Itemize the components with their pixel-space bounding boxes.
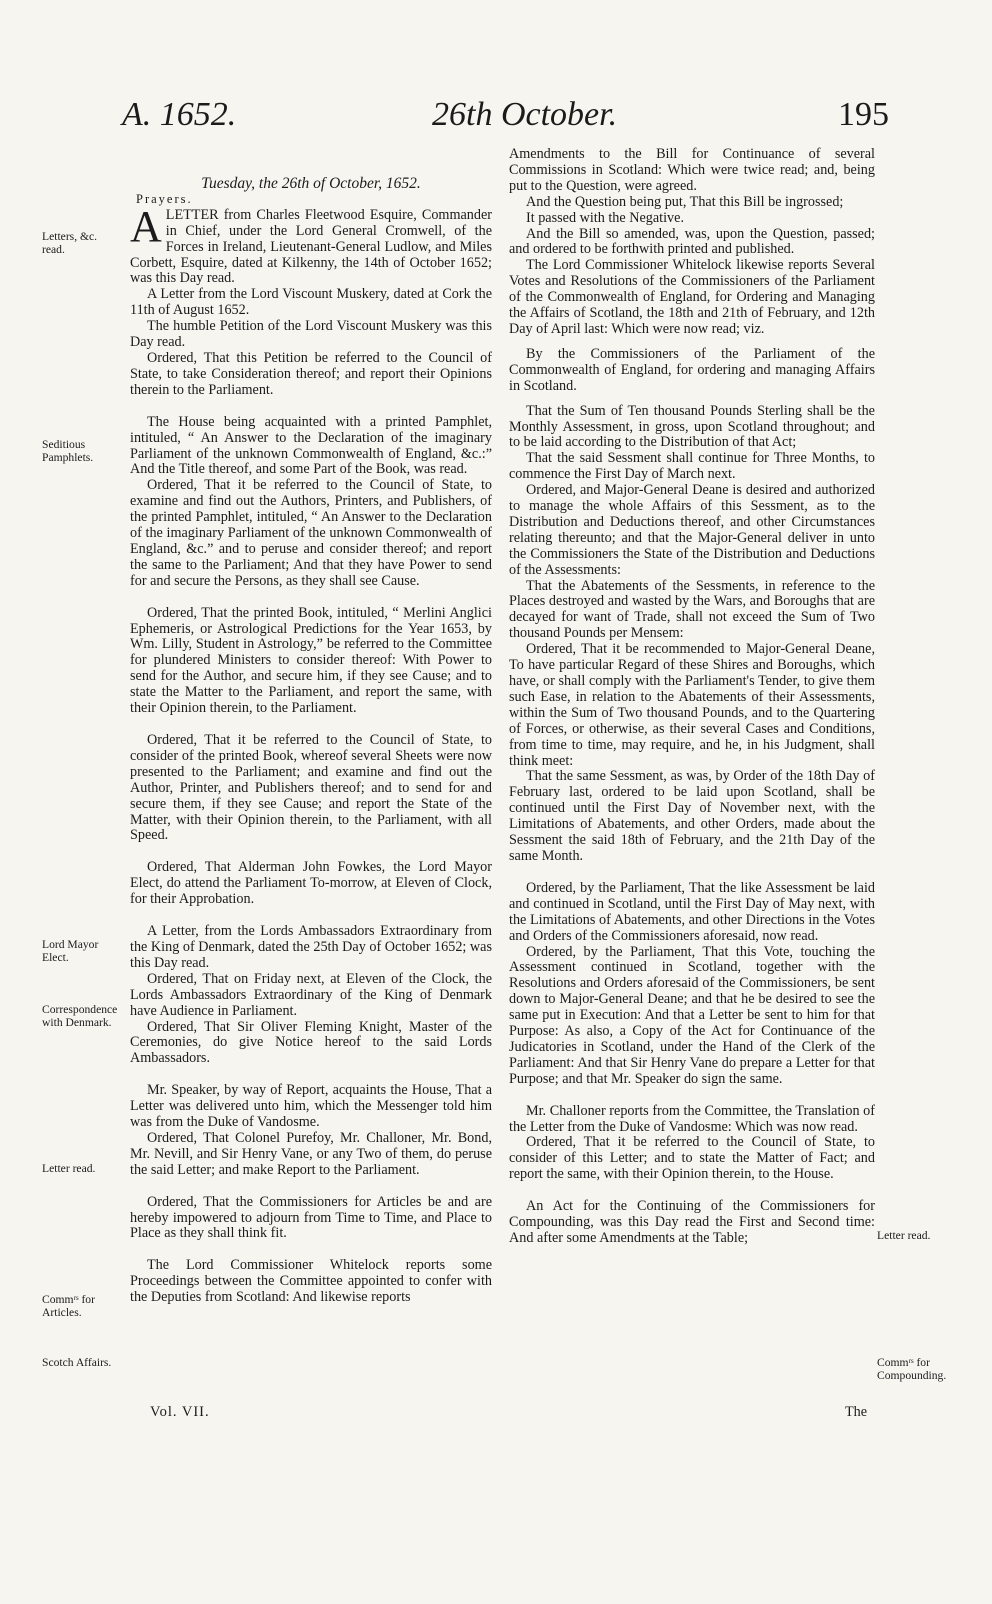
paragraph: Ordered, That it be recommended to Major-General Deane, To have particular Regard of these Shires and Boroughs, which have, or shall comply with the Parliament's Tender, to give them such Ease, in relation to the Abatements of their Assessments, within the Sum of Two thousand Pounds, and to the Quartering of Forces, or otherwise, as their several Cases and Conditions, from time to time, may require, and he, in his Judgment, shall think meet:	[509, 641, 875, 769]
paragraph: And the Question being put, That this Bill be ingrossed;	[526, 193, 844, 210]
paragraph: Ordered, That on Friday next, at Eleven of the Clock, the Lords Ambassadors Extraordinary of the King of Denmark have Audience in Parliament.	[130, 970, 492, 1019]
paragraph: Amendments to the Bill for Continuance of several Commissions in Scotland: Which were twice read; and, being put to the Question, were agreed.	[509, 146, 875, 194]
paragraph: Ordered, That it be referred to the Council of State, to consider of the printed Book, whereof several Sheets were now presented to the Parliament; and examine and find out the Author, Printer, and Publishers thereof; and to send for and secure them, if they see Cause; and report the State of the Matter, with their Opinion therein, to the Parliament, with all Speed.	[130, 732, 492, 844]
margin-note: Commʳˢ for Compounding.	[877, 1356, 947, 1382]
paragraph: It passed with the Negative.	[526, 209, 684, 226]
paragraph: Mr. Challoner reports from the Committee, the Translation of the Letter from the Duke of Vandosme: Which was now read.	[509, 1102, 875, 1135]
catchword: The	[845, 1404, 868, 1420]
margin-note: Letter read.	[877, 1229, 931, 1242]
margin-note: Scotch Affairs.	[42, 1356, 112, 1369]
paragraph: Ordered, That it be referred to the Council of State, to examine and find out the Authors, Printers, and Publishers, of the printed Pamphlet, intituled, “ An Answer to the Declaration of the imaginary Parliament of the unknown Commonwealth of England, &c.” and to peruse and consider thereof; and report the same to the Parliament; And that they have Power to send for and secure the Persons, as they shall see Cause.	[130, 477, 492, 589]
paragraph: The Lord Commissioner Whitelock reports some Proceedings between the Committee appointed to confer with the Deputies from Scotland: And likewise reports	[130, 1257, 492, 1306]
paragraph: Ordered, That it be referred to the Council of State, to consider of this Letter; and to state the Matter of Fact; and report the same, with their Opinion therein, to the House.	[509, 1134, 875, 1183]
margin-note: Letters, &c. read.	[42, 230, 98, 256]
paragraph: That the same Sessment, as was, by Order of the 18th Day of February last, ordered to be laid upon Scotland, shall be continued until the First Day of November next, with the Limitations of Abatements, and other Orders, made about the Sessment the said 18th of February, and the 21th Day of the same Month.	[509, 768, 875, 864]
paragraph: That the Abatements of the Sessments, in reference to the Places destroyed and wasted by the Wars, and Boroughs that are decayed for want of Trade, shall not exceed the Sum of Two thousand Pounds per Mensem:	[509, 577, 875, 642]
left-column	[130, 176, 492, 1306]
paragraph: Ordered, That Colonel Purefoy, Mr. Challoner, Mr. Bond, Mr. Nevill, and Sir Henry Vane, or any Two of them, do peruse the said Letter; and make Report to the Parliament.	[130, 1129, 492, 1178]
header-year: A. 1652.	[122, 96, 237, 133]
paragraph: Ordered, That Sir Oliver Fleming Knight, Master of the Ceremonies, do give Notice hereof to the said Lords Ambassadors.	[130, 1018, 492, 1067]
margin-note: Letter read.	[42, 1162, 96, 1175]
paragraph: By the Commissioners of the Parliament of the Commonwealth of England, for ordering and managing Affairs in Scotland.	[509, 345, 875, 394]
prayers-heading: Prayers.	[136, 191, 193, 206]
date-heading: Tuesday, the 26th of October, 1652.	[201, 175, 421, 192]
margin-note: Lord Mayor Elect.	[42, 938, 99, 964]
paragraph: The House being acquainted with a printed Pamphlet, intituled, “ An Answer to the Declaration of the imaginary Parliament of the unknown Commonwealth of England, &c.:” And the Title thereof, and some Part of the Book, was read.	[130, 413, 492, 478]
paragraph: Ordered, by the Parliament, That the like Assessment be laid and continued in Scotland, until the First Day of May next, with the Limitations of Abatements, and other Directions in the Votes and Orders of the Commissioners aforesaid, now read.	[509, 879, 875, 944]
volume-label: Vol. VII.	[150, 1404, 210, 1420]
paragraph: A Letter, from the Lords Ambassadors Extraordinary from the King of Denmark, dated the 25th Day of October 1652; was this Day read.	[130, 923, 492, 971]
paragraph: And the Bill so amended, was, upon the Question, passed; and ordered to be forthwith printed and published.	[509, 225, 875, 258]
paragraph-text: LETTER from Charles Fleetwood Esquire, Commander in Chief, under the Lord General Cromwell, of the Forces in Ireland, Lieutenant-General Ludlow, and Miles Corbett, Esquire, dated at Kilkenny, the 14th of October 1652; was this Day read.	[130, 206, 492, 287]
paragraph: The Lord Commissioner Whitelock likewise reports Several Votes and Resolutions of the Commissioners of the Parliament of the Commonwealth of England, for Ordering and Managing the Affairs of Scotland, the 18th and 21th of February, and 12th Day of April last: Which were now read; viz.	[509, 257, 875, 337]
page-number: 195	[838, 96, 889, 133]
header-date: 26th October.	[432, 96, 618, 133]
paragraph: Mr. Speaker, by way of Report, acquaints the House, That a Letter was delivered unto him, which the Messenger told him was from the Duke of Vandosme.	[130, 1082, 492, 1131]
paragraph: An Act for the Continuing of the Commissioners for Compounding, was this Day read the First and Second time: And after some Amendments at the Table;	[509, 1198, 875, 1246]
paragraph: That the Sum of Ten thousand Pounds Sterling shall be the Monthly Assessment, in gross, upon Scotland throughout; and to be laid according to the Distribution of that Act;	[509, 402, 875, 451]
paragraph: The humble Petition of the Lord Viscount Muskery was this Day read.	[130, 318, 492, 351]
paragraph: Ordered, That the Commissioners for Articles be and are hereby impowered to adjourn from Time to Time, and Place to Place as they shall think fit.	[130, 1193, 492, 1242]
paragraph: Ordered, That Alderman John Fowkes, the Lord Mayor Elect, do attend the Parliament To-morrow, at Eleven of Clock, for their Approbation.	[130, 859, 492, 908]
paragraph: Ordered, That the printed Book, intituled, “ Merlini Anglici Ephemeris, or Astrological Predictions for the Year 1653, by Wm. Lilly, Student in Astrology,” be referred to the Committee for plundered Ministers to consider thereof: With Power to send for the Author, and secure him, if they see Cause; and to state the Matter to the Parliament, and report the same, with their Opinion therein, to the Parliament.	[130, 604, 492, 717]
right-column	[509, 147, 875, 1247]
margin-note: Seditious Pamphlets.	[42, 438, 94, 464]
paragraph: A Letter from the Lord Viscount Muskery, dated at Cork the 11th of August 1652.	[130, 286, 492, 319]
margin-note: Commʳˢ for Articles.	[42, 1293, 95, 1319]
paragraph: Ordered, by the Parliament, That this Vote, touching the Assessment continued in Scotland, together with the Resolutions and Orders aforesaid of the Commissioners, be sent down to Major-General Deane; and that he be desired to see the same put in Execution: And that a Letter be sent to him for that Purpose: As also, a Copy of the Act for Continuance of the Judicatories in Scotland, under the Hand of the Clerk of the Parliament: And that Sir Henry Vane do prepare a Letter for that Purpose; and that Mr. Speaker do sign the same.	[509, 943, 875, 1087]
margin-note: Correspondence with Denmark.	[42, 1003, 118, 1029]
paragraph: Ordered, That this Petition be referred to the Council of State, to take Consideration thereof; and report their Opinions therein to the Parliament.	[130, 349, 492, 398]
drop-cap: A	[130, 201, 162, 251]
paragraph: Ordered, and Major-General Deane is desired and authorized to manage the whole Affairs of this Sessment, as to the Distribution and Deductions thereof, and other Circumstances relating thereunto; and that the Major-General deliver in unto the Commissioners the State of the Distribution and Deductions of the Assessments:	[509, 482, 875, 578]
paragraph: That the said Sessment shall continue for Three Months, to commence the First Day of March next.	[509, 450, 875, 483]
paragraph	[130, 201, 492, 288]
